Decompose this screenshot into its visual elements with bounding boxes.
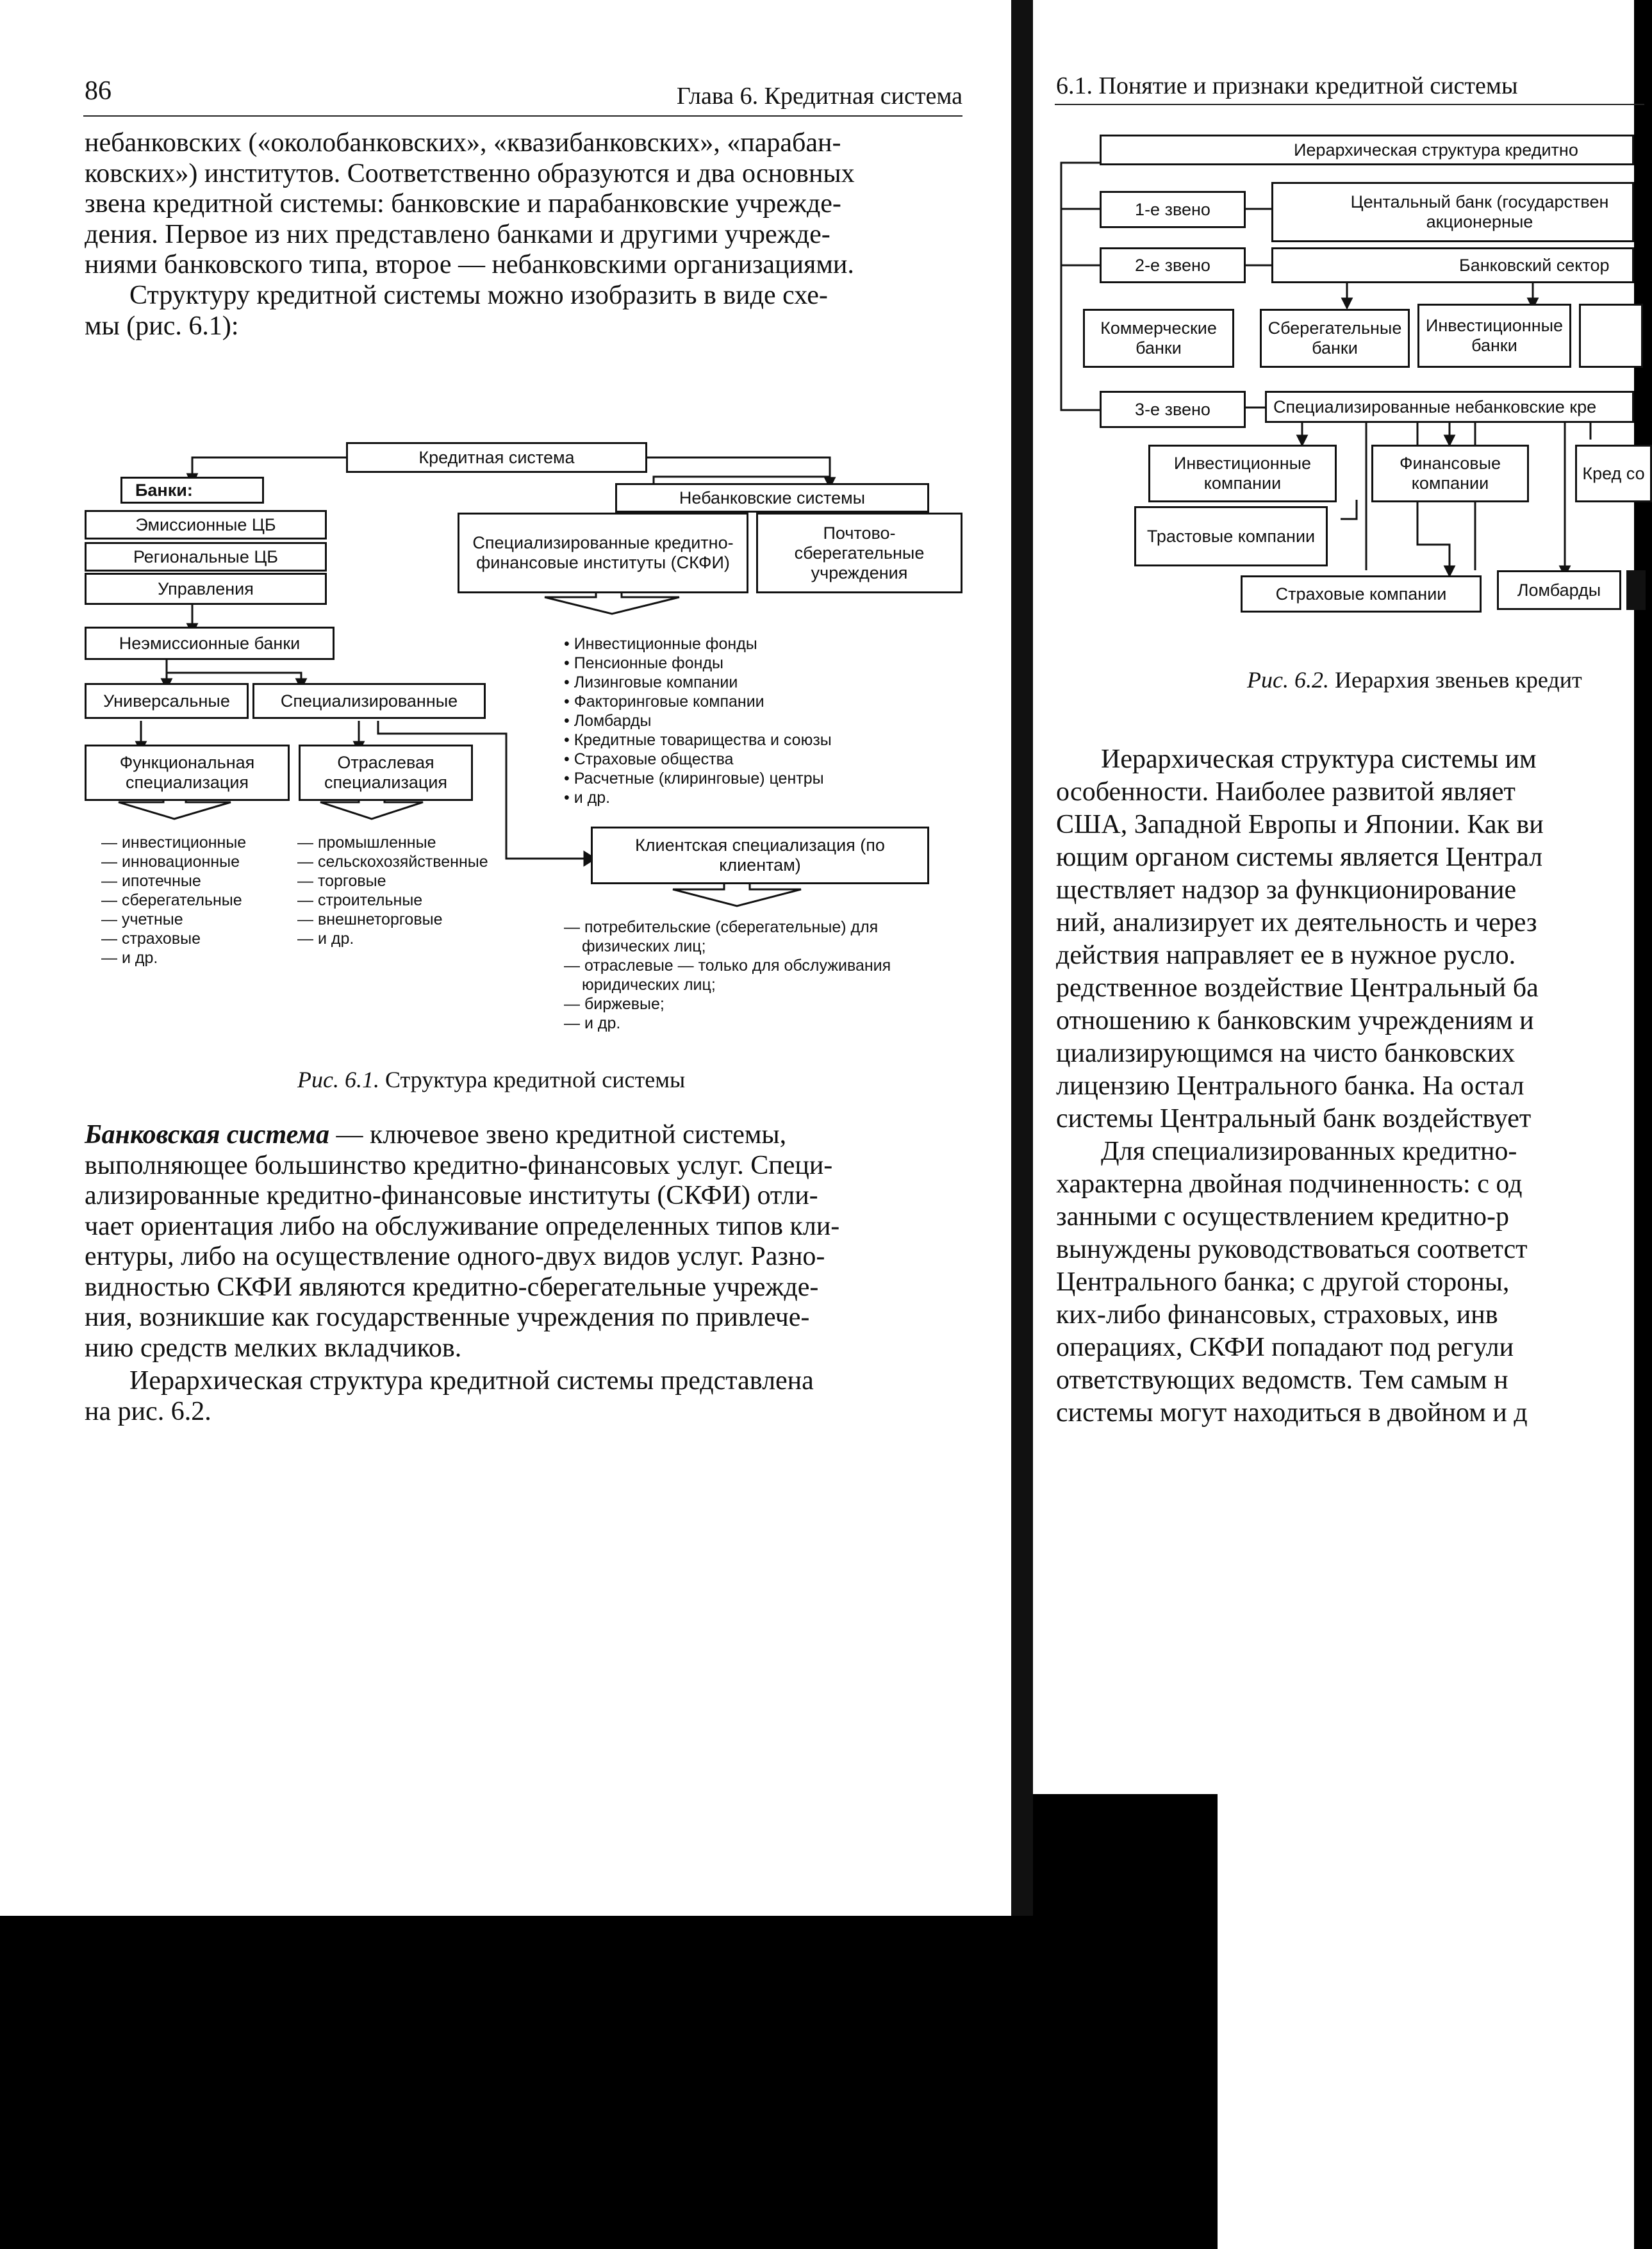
text-line: характерна двойная подчиненность: с од — [1056, 1169, 1523, 1199]
box-issuing-cb: Эмиссионные ЦБ — [85, 510, 327, 540]
client-list — [564, 918, 891, 1033]
text-line: операциях, СКФИ попадают под регули — [1056, 1333, 1514, 1362]
sectoral-list — [297, 833, 488, 948]
text-line: ентуры, либо на осуществление одного-двух видов услуг. Разно- — [85, 1242, 825, 1271]
book-gutter — [1011, 0, 1033, 1916]
box-insurance-companies: Страховые компании — [1241, 575, 1482, 613]
text-line: системы Центральный банк воздействует — [1056, 1104, 1532, 1133]
skfi-list — [564, 634, 832, 807]
list-item: — инвестиционные — [101, 834, 247, 852]
list-item: — потребительские (сберегательные) для — [564, 918, 879, 936]
text-line: Иерархическая структура кредитной системы представлена — [129, 1366, 814, 1396]
box-finance-companies: Финансовые компании — [1371, 445, 1529, 502]
box-functional-specialization: Функциональная специализация — [85, 745, 290, 801]
text-line: особенности. Наиболее развитой являет — [1056, 777, 1516, 807]
box-client-specialization: Клиентская специализация (по клиентам) — [591, 827, 929, 884]
list-item: — и др. — [297, 930, 354, 948]
list-item: • Лизинговые компании — [564, 673, 738, 691]
box-regional-cb: Региональные ЦБ — [85, 542, 327, 572]
text-line: ких-либо финансовых, страховых, инв — [1056, 1300, 1498, 1330]
list-item: — учетные — [101, 910, 183, 928]
box-tier-1: 1-е звено — [1100, 191, 1246, 228]
figure-6-2-caption — [1247, 666, 1582, 693]
list-item: • Пенсионные фонды — [564, 654, 724, 672]
text-fragment: — ключевое звено кредитной системы, — [329, 1120, 787, 1149]
text-line: ния, возникшие как государственные учреждения по привлече- — [85, 1303, 810, 1332]
text-line: ализированные кредитно-финансовые институты (СКФИ) отли- — [85, 1181, 818, 1210]
text-line: нию средств мелких вкладчиков. — [85, 1333, 462, 1363]
box-trust-companies: Трастовые компании — [1134, 506, 1328, 566]
list-item: физических лиц; — [582, 937, 706, 955]
functional-list — [101, 833, 246, 968]
list-item: • Инвестиционные фонды — [564, 635, 757, 653]
text-line: выполняющее большинство кредитно-финансовых услуг. Специ- — [85, 1150, 833, 1180]
list-item: • Ломбарды — [564, 712, 652, 730]
list-item: — отраслевые — только для обслуживания — [564, 957, 891, 975]
list-item: — сельскохозяйственные — [297, 853, 488, 871]
right-body-text — [1056, 743, 1544, 1429]
text-line: ющим органом системы является Централ — [1056, 843, 1543, 872]
list-item: — торговые — [297, 872, 386, 890]
text-line: мы (рис. 6.1): — [85, 311, 239, 341]
running-head: Глава 6. Кредитная система — [676, 83, 962, 110]
caption-text: Иерархия звеньев кредит — [1334, 667, 1582, 693]
box-hierarchy-title: Иерархическая структура кредитно — [1100, 135, 1634, 165]
caption-label: Рис. 6.1. — [297, 1067, 379, 1092]
box-banks: Банки: — [120, 477, 264, 504]
page-number: 86 — [85, 76, 112, 106]
right-page — [1033, 0, 1645, 1794]
figure-6-1-caption — [297, 1066, 685, 1093]
text-line: действия направляет ее в нужное русло. — [1056, 941, 1516, 970]
box-credit-system: Кредитная система — [346, 442, 647, 473]
text-line: Центрального банка; с другой стороны, — [1056, 1267, 1510, 1297]
box-nonissuing-banks: Неэмиссионные банки — [85, 627, 335, 660]
box-investment-companies: Инвестиционные компании — [1148, 445, 1337, 502]
text-line: лицензию Центрального банка. На остал — [1056, 1071, 1524, 1101]
running-head: 6.1. Понятие и признаки кредитной системы — [1056, 72, 1518, 99]
box-nonbank-systems: Небанковские системы — [615, 483, 929, 513]
text-line: видностью СКФИ являются кредитно-сберегательные учрежде- — [85, 1272, 819, 1302]
list-item: — строительные — [297, 891, 423, 909]
list-item: • Кредитные товарищества и союзы — [564, 731, 832, 749]
list-item: • Страховые общества — [564, 750, 734, 768]
term-banking-system: Банковская система — [85, 1120, 330, 1149]
list-item: • Факторинговые компании — [564, 693, 764, 711]
list-item: — биржевые; — [564, 995, 665, 1013]
text-line: дения. Первое из них представлено банками и другими учрежде- — [85, 219, 830, 249]
list-item: — страховые — [101, 930, 201, 948]
text-line: Для специализированных кредитно- — [1101, 1137, 1517, 1166]
text-line: занными с осуществлением кредитно-р — [1056, 1202, 1509, 1232]
box-sectoral-specialization: Отраслевая специализация — [299, 745, 473, 801]
box-departments: Управления — [85, 573, 327, 605]
box-pawnshops: Ломбарды — [1497, 570, 1621, 610]
list-item: • и др. — [564, 789, 611, 807]
text-line: отношению к банковским учреждениям и — [1056, 1006, 1534, 1035]
list-item: — и др. — [564, 1014, 621, 1032]
list-item: • Расчетные (клиринговые) центры — [564, 770, 824, 787]
text-line — [85, 1120, 962, 1151]
caption-label: Рис. 6.2. — [1247, 667, 1329, 693]
text-line: США, Западной Европы и Японии. Как ви — [1056, 810, 1544, 839]
text-line: на рис. 6.2. — [85, 1396, 211, 1426]
box-cut-off-dark — [1626, 570, 1646, 610]
box-credit-partial: Кред со — [1575, 445, 1652, 502]
text-line: звена кредитной системы: банковские и парабанковские учрежде- — [85, 189, 841, 218]
box-universal: Универсальные — [85, 683, 249, 719]
text-line: вынуждены руководствоваться соответст — [1056, 1235, 1528, 1264]
box-tier-3: 3-е звено — [1100, 391, 1246, 428]
box-tier-2: 2-е звено — [1100, 247, 1246, 283]
list-item: — и др. — [101, 949, 158, 967]
text-line: ниями банковского типа, второе — небанковскими организациями. — [85, 250, 854, 279]
text-line: Структуру кредитной системы можно изобразить в виде схе- — [129, 281, 828, 310]
list-item: — инновационные — [101, 853, 240, 871]
caption-text: Структура кредитной системы — [384, 1067, 686, 1092]
box-skfi: Специализированные кредитно-финансовые институты (СКФИ) — [458, 513, 748, 593]
box-postal-savings: Почтово- сберегательные учреждения — [756, 513, 962, 593]
list-item: — промышленные — [297, 834, 436, 852]
box-commercial-banks: Коммерческие банки — [1083, 309, 1234, 368]
text-line: ний, анализирует их деятельность и через — [1056, 908, 1537, 937]
text-line: ковских») институтов. Соответственно образуются и два основных — [85, 158, 855, 188]
box-banking-sector: Банковский сектор — [1271, 247, 1634, 283]
paragraph-3 — [85, 1120, 962, 1363]
box-savings-banks: Сберегательные банки — [1260, 309, 1410, 368]
paragraph-4 — [85, 1366, 962, 1427]
list-item: — сберегательные — [101, 891, 242, 909]
text-line: системы могут находиться в двойном и д — [1056, 1398, 1528, 1428]
box-central-bank: Центальный банк (государствен акционерные — [1271, 182, 1634, 242]
text-line: чает ориентация либо на обслуживание определенных типов кли- — [85, 1211, 840, 1241]
box-investment-banks: Инвестиционные банки — [1417, 304, 1571, 368]
list-item: — внешнеторговые — [297, 910, 443, 928]
text-line: небанковских («околобанковских», «квазибанковских», «парабан- — [85, 128, 841, 158]
text-line: циализирующимся на чисто банковских — [1056, 1039, 1516, 1068]
box-specialized: Специализированные — [252, 683, 486, 719]
box-specialized-nonbank: Специализированные небанковские кре — [1265, 391, 1634, 423]
text-line: ответствующих ведомств. Тем самым н — [1056, 1365, 1508, 1395]
list-item: юридических лиц; — [582, 976, 716, 994]
box-cut-off — [1579, 304, 1643, 368]
text-line: ществляет надзор за функционирование — [1056, 875, 1517, 905]
list-item: — ипотечные — [101, 872, 201, 890]
text-line: редственное воздействие Центральный ба — [1056, 973, 1539, 1003]
text-line: Иерархическая структура системы им — [1101, 745, 1537, 774]
